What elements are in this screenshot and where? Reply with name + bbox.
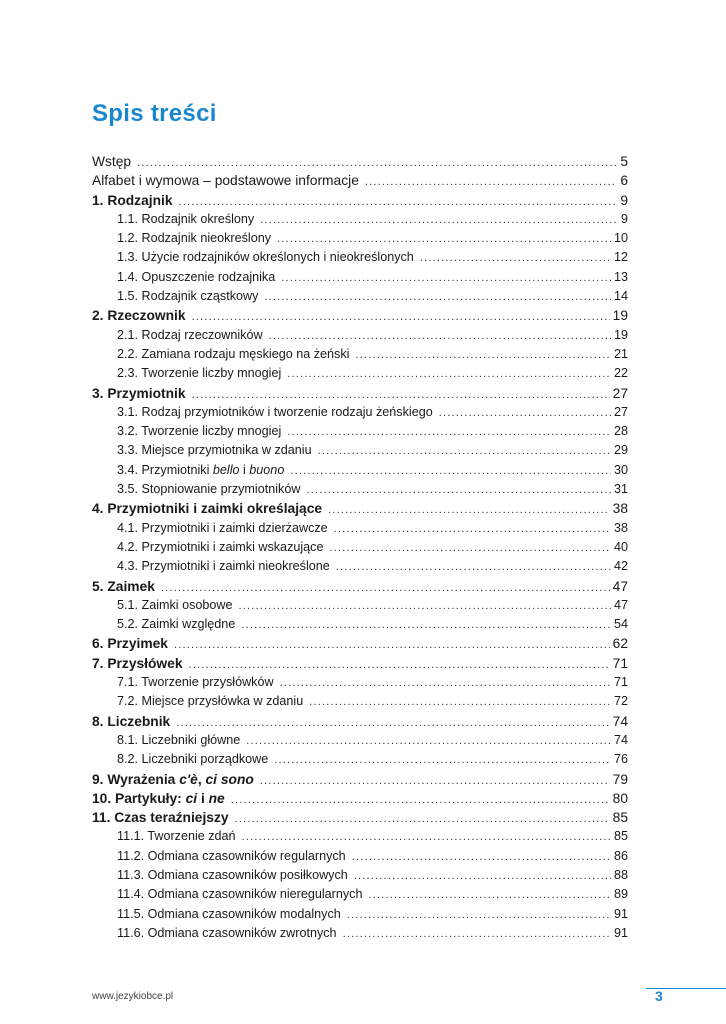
toc-entry[interactable] xyxy=(92,885,628,904)
toc-entry[interactable] xyxy=(92,596,628,615)
toc-entry-number: 3.4. xyxy=(117,462,139,477)
dot-leader xyxy=(290,462,611,481)
toc-entry-label xyxy=(117,210,254,229)
dot-leader xyxy=(176,714,609,733)
toc-entry[interactable] xyxy=(92,461,628,480)
toc-entry-text: Rzeczownik xyxy=(107,308,186,324)
toc-entry-page: 21 xyxy=(613,346,628,361)
toc-entry-number: 11.4. xyxy=(117,887,145,902)
toc-entry-label xyxy=(92,789,225,808)
toc-entry-text: Alfabet i wymowa – podstawowe informacje xyxy=(92,173,359,189)
dot-leader xyxy=(420,249,611,268)
toc-entry-page: 42 xyxy=(613,559,628,574)
toc-entry-page: 86 xyxy=(613,848,628,863)
toc-entry-text: Przymiotniki i zaimki określające xyxy=(107,501,323,517)
toc-entry-text: Przymiotniki i zaimki nieokreślone xyxy=(141,559,330,574)
toc-entry[interactable] xyxy=(92,866,628,885)
toc-entry-text: Odmiana czasowników zwrotnych xyxy=(147,925,337,940)
toc-entry[interactable] xyxy=(92,422,628,441)
toc-entry-text: Tworzenie zdań xyxy=(147,829,236,844)
toc-entry-text: Wstęp xyxy=(92,154,132,169)
toc-entry-italic-term: ci xyxy=(185,790,198,806)
toc-entry-text: Miejsce przysłówka w zdaniu xyxy=(141,694,304,709)
toc-entry[interactable] xyxy=(92,789,628,808)
toc-entry-number: 3.5. xyxy=(117,482,139,497)
toc-entry-page: 91 xyxy=(613,906,628,921)
dot-leader xyxy=(235,810,610,829)
toc-entry-number: 2.3. xyxy=(117,366,139,381)
toc-entry-label xyxy=(117,924,337,943)
toc-entry-number: 7.1. xyxy=(117,675,139,690)
toc-entry-label xyxy=(117,364,281,383)
toc-entry-text: i xyxy=(239,462,250,477)
toc-entry-label xyxy=(92,191,173,210)
dot-leader xyxy=(260,211,618,230)
dot-leader xyxy=(287,423,611,442)
toc-entry-text: Rodzaj rzeczowników xyxy=(141,327,263,342)
toc-entry-number: 3. xyxy=(92,385,104,401)
toc-entry-label xyxy=(117,287,258,306)
toc-entry-page: 76 xyxy=(613,752,628,767)
toc-entry-page: 72 xyxy=(613,694,628,709)
toc-entry-text: , xyxy=(197,771,206,787)
toc-entry-page: 47 xyxy=(612,578,628,594)
toc-entry-text: Odmiana czasowników modalnych xyxy=(147,906,341,921)
toc-entry-number: 6. xyxy=(92,636,104,652)
toc-entry[interactable] xyxy=(92,538,628,557)
toc-entry-number: 4.1. xyxy=(117,520,139,535)
toc-entry-page: 80 xyxy=(612,790,628,806)
toc-entry-number: 11. xyxy=(92,810,111,826)
toc-entry-number: 3.2. xyxy=(117,424,139,439)
dot-leader xyxy=(439,404,611,423)
toc-entry-text: Przyimek xyxy=(107,636,168,652)
toc-entry-label xyxy=(117,268,275,287)
toc-entry-label xyxy=(117,731,240,750)
dot-leader xyxy=(343,925,611,944)
toc-entry-page: 5 xyxy=(620,154,628,169)
toc-entry-page: 19 xyxy=(613,327,628,342)
toc-entry-italic-term: ci sono xyxy=(205,771,254,787)
toc-entry-number: 1.3. xyxy=(117,250,139,265)
toc-entry-label xyxy=(117,480,300,499)
toc-entry-number: 5.1. xyxy=(117,597,139,612)
dot-leader xyxy=(287,365,611,384)
toc-entry-label xyxy=(117,827,236,846)
toc-entry-page: 47 xyxy=(613,597,628,612)
footer-page-number: 3 xyxy=(655,988,663,1004)
toc-entry-text: Tworzenie liczby mnogiej xyxy=(141,424,282,439)
toc-entry-label xyxy=(117,519,328,538)
toc-entry-number: 9. xyxy=(92,771,104,787)
toc-entry-text: Rodzaj przymiotników i tworzenie rodzaju żeńskiego xyxy=(141,404,433,419)
toc-entry-label xyxy=(117,441,312,460)
toc-entry[interactable] xyxy=(92,808,628,827)
dot-leader xyxy=(174,636,610,655)
toc-entry-number: 1.2. xyxy=(117,231,139,246)
toc-entry-page: 14 xyxy=(613,289,628,304)
toc-entry-text: Przysłówek xyxy=(107,655,183,671)
dot-leader xyxy=(336,558,611,577)
toc-entry-label xyxy=(92,634,168,653)
toc-entry-text: Przymiotniki i zaimki dzierżawcze xyxy=(141,520,328,535)
toc-entry[interactable] xyxy=(92,905,628,924)
toc-entry-text: Przymiotniki i zaimki wskazujące xyxy=(141,539,324,554)
toc-entry-number: 8. xyxy=(92,713,104,729)
toc-entry-text: Zaimki względne xyxy=(141,617,236,632)
toc-entry-label xyxy=(117,750,268,769)
dot-leader xyxy=(280,674,611,693)
toc-entry[interactable] xyxy=(92,673,628,692)
toc-entry-label xyxy=(117,538,323,557)
toc-entry[interactable] xyxy=(92,191,628,210)
toc-entry-number: 1. xyxy=(92,192,104,208)
toc-entry-number: 2.2. xyxy=(117,346,139,361)
toc-entry-page: 12 xyxy=(613,250,628,265)
dot-leader xyxy=(241,616,611,635)
dot-leader xyxy=(242,828,611,847)
toc-entry-page: 27 xyxy=(612,385,628,401)
toc-entry-text: Zamiana rodzaju męskiego na żeński xyxy=(141,346,350,361)
toc-entry-text: Tworzenie przysłówków xyxy=(141,675,274,690)
dot-leader xyxy=(264,288,611,307)
toc-entry-text: Opuszczenie rodzajnika xyxy=(141,269,276,284)
toc-entry-label xyxy=(117,673,274,692)
toc-entry-label xyxy=(117,345,349,364)
toc-entry-number: 3.1. xyxy=(117,404,139,419)
table-of-contents xyxy=(92,152,628,943)
toc-entry[interactable] xyxy=(92,577,628,596)
toc-entry[interactable] xyxy=(92,326,628,345)
toc-entry-page: 28 xyxy=(613,424,628,439)
toc-entry[interactable] xyxy=(92,345,628,364)
toc-entry-text: Rodzajnik nieokreślony xyxy=(141,231,272,246)
toc-entry-page: 6 xyxy=(620,173,628,189)
toc-entry-label xyxy=(117,461,284,480)
toc-entry-page: 22 xyxy=(613,366,628,381)
dot-leader xyxy=(274,751,611,770)
toc-entry-label xyxy=(117,422,281,441)
toc-entry-text: Przymiotniki xyxy=(141,462,213,477)
toc-entry-italic-term: ne xyxy=(208,790,225,806)
toc-entry-label xyxy=(117,615,235,634)
toc-entry-text: Rodzajnik określony xyxy=(141,211,255,226)
toc-entry[interactable] xyxy=(92,384,628,403)
toc-entry-number: 11.3. xyxy=(117,867,145,882)
toc-entry-label xyxy=(92,384,186,403)
toc-entry-number: 7. xyxy=(92,655,104,671)
toc-entry[interactable] xyxy=(92,441,628,460)
toc-entry-number: 2.1. xyxy=(117,327,139,342)
toc-entry-page: 79 xyxy=(612,771,628,787)
toc-entry-number: 2. xyxy=(92,308,104,324)
toc-entry-number: 3.3. xyxy=(117,443,139,458)
dot-leader xyxy=(334,520,611,539)
toc-entry-number: 11.2. xyxy=(117,848,145,863)
toc-entry-number: 5. xyxy=(92,578,104,594)
toc-entry[interactable] xyxy=(92,557,628,576)
toc-entry-label xyxy=(117,557,330,576)
toc-entry[interactable] xyxy=(92,634,628,653)
toc-entry[interactable] xyxy=(92,306,628,325)
toc-entry[interactable] xyxy=(92,750,628,769)
toc-entry-text: Stopniowanie przymiotników xyxy=(141,482,301,497)
toc-entry-label xyxy=(92,770,254,789)
dot-leader xyxy=(352,848,611,867)
dot-leader xyxy=(318,442,611,461)
toc-entry-page: 74 xyxy=(612,713,628,729)
toc-entry-text: Liczebnik xyxy=(107,713,171,729)
toc-entry-label xyxy=(117,692,303,711)
dot-leader xyxy=(260,772,610,791)
toc-entry-page: 27 xyxy=(613,404,628,419)
toc-entry-text: Czas teraźniejszy xyxy=(114,810,229,826)
toc-entry-page: 54 xyxy=(613,617,628,632)
toc-entry-page: 13 xyxy=(613,269,628,284)
toc-entry-number: 4.2. xyxy=(117,539,139,554)
toc-entry[interactable] xyxy=(92,615,628,634)
toc-entry-page: 88 xyxy=(613,867,628,882)
toc-entry-page: 38 xyxy=(613,520,628,535)
dot-leader xyxy=(277,230,611,249)
toc-entry-label xyxy=(92,499,322,518)
toc-entry-label xyxy=(92,306,186,325)
toc-entry[interactable] xyxy=(92,654,628,673)
dot-leader xyxy=(347,906,611,925)
toc-entry[interactable] xyxy=(92,692,628,711)
toc-entry-text: Rodzajnik cząstkowy xyxy=(141,289,259,304)
dot-leader xyxy=(365,173,617,192)
toc-entry[interactable] xyxy=(92,403,628,422)
toc-entry-number: 7.2. xyxy=(117,694,139,709)
toc-entry-page: 85 xyxy=(612,810,628,826)
toc-entry-text: Liczebniki główne xyxy=(141,732,241,747)
dot-leader xyxy=(231,791,610,810)
dot-leader xyxy=(309,693,611,712)
toc-entry-text: Liczebniki porządkowe xyxy=(141,752,269,767)
toc-entry-label xyxy=(92,712,170,731)
dot-leader xyxy=(269,327,611,346)
toc-entry-number: 11.1. xyxy=(117,829,145,844)
dot-leader xyxy=(355,346,611,365)
toc-entry[interactable] xyxy=(92,847,628,866)
toc-entry-text: Zaimek xyxy=(107,578,155,594)
toc-entry-label xyxy=(117,596,233,615)
dot-leader xyxy=(281,269,611,288)
toc-entry-text: Rodzajnik xyxy=(107,192,173,208)
toc-entry-italic-term: bello xyxy=(212,462,240,477)
toc-entry-italic-term: buono xyxy=(249,462,285,477)
toc-entry-number: 11.5. xyxy=(117,906,145,921)
toc-entry-page: 91 xyxy=(613,925,628,940)
toc-entry-label xyxy=(92,171,359,190)
toc-entry-number: 4.3. xyxy=(117,559,139,574)
toc-entry[interactable] xyxy=(92,210,628,229)
toc-entry-label xyxy=(117,885,362,904)
toc-entry[interactable] xyxy=(92,268,628,287)
toc-entry-number: 8.2. xyxy=(117,752,139,767)
toc-entry-text: Odmiana czasowników regularnych xyxy=(147,848,346,863)
toc-entry[interactable] xyxy=(92,499,628,518)
toc-entry-page: 62 xyxy=(612,636,628,652)
dot-leader xyxy=(329,539,611,558)
toc-entry-page: 10 xyxy=(613,231,628,246)
dot-leader xyxy=(306,481,611,500)
toc-entry-text: Odmiana czasowników nieregularnych xyxy=(147,887,363,902)
toc-entry-text: Zaimki osobowe xyxy=(141,597,233,612)
toc-entry-label xyxy=(117,866,348,885)
toc-entry[interactable] xyxy=(92,287,628,306)
toc-entry[interactable] xyxy=(92,712,628,731)
toc-entry[interactable] xyxy=(92,229,628,248)
toc-entry-page: 74 xyxy=(613,732,628,747)
toc-entry-text: Odmiana czasowników posiłkowych xyxy=(147,867,348,882)
toc-entry-italic-term: c'è xyxy=(179,771,198,787)
toc-entry-number: 5.2. xyxy=(117,617,139,632)
toc-entry-label xyxy=(92,577,155,596)
toc-entry-number: 1.1. xyxy=(117,211,139,226)
toc-entry[interactable] xyxy=(92,519,628,538)
toc-entry-label xyxy=(117,248,414,267)
toc-entry-text: Tworzenie liczby mnogiej xyxy=(141,366,282,381)
toc-entry[interactable] xyxy=(92,171,628,190)
toc-entry-label xyxy=(92,152,131,171)
toc-entry[interactable] xyxy=(92,248,628,267)
toc-entry[interactable] xyxy=(92,827,628,846)
toc-entry-page: 40 xyxy=(613,539,628,554)
toc-entry-page: 89 xyxy=(613,887,628,902)
page-title: Spis treści xyxy=(92,100,217,127)
toc-entry[interactable] xyxy=(92,152,628,171)
toc-entry[interactable] xyxy=(92,364,628,383)
dot-leader xyxy=(368,886,611,905)
toc-entry-page: 71 xyxy=(613,675,628,690)
toc-entry-number: 1.5. xyxy=(117,289,139,304)
toc-entry-page: 85 xyxy=(613,829,628,844)
dot-leader xyxy=(354,867,611,886)
dot-leader xyxy=(239,597,611,616)
toc-entry[interactable] xyxy=(92,731,628,750)
toc-entry-page: 9 xyxy=(620,211,628,226)
footer-url[interactable]: www.jezykiobce.pl xyxy=(92,991,174,1002)
toc-entry[interactable] xyxy=(92,924,628,943)
toc-entry-label xyxy=(117,326,263,345)
toc-entry-text: Użycie rodzajników określonych i nieokreślonych xyxy=(141,250,414,265)
toc-entry-page: 38 xyxy=(612,501,628,517)
toc-entry-label xyxy=(92,654,183,673)
toc-entry-text: Wyrażenia xyxy=(107,771,180,787)
toc-entry-label xyxy=(92,808,229,827)
toc-entry[interactable] xyxy=(92,770,628,789)
toc-entry-page: 19 xyxy=(612,308,628,324)
dot-leader xyxy=(246,732,611,751)
toc-entry-number: 10. xyxy=(92,790,112,806)
toc-entry-page: 31 xyxy=(613,482,628,497)
toc-entry-text: i xyxy=(197,790,209,806)
toc-entry-page: 71 xyxy=(612,655,628,671)
toc-entry[interactable] xyxy=(92,480,628,499)
toc-entry-number: 4. xyxy=(92,501,104,517)
toc-entry-label xyxy=(117,229,271,248)
toc-entry-label xyxy=(117,905,341,924)
toc-entry-page: 30 xyxy=(613,462,628,477)
toc-entry-number: 11.6. xyxy=(117,925,145,940)
toc-entry-label xyxy=(117,847,346,866)
toc-entry-page: 9 xyxy=(620,192,628,208)
toc-entry-page: 29 xyxy=(613,443,628,458)
dot-leader xyxy=(328,501,610,520)
toc-entry-text: Przymiotnik xyxy=(107,385,186,401)
toc-entry-text: Partykuły: xyxy=(115,790,186,806)
toc-entry-text: Miejsce przymiotnika w zdaniu xyxy=(141,443,312,458)
toc-entry-number: 8.1. xyxy=(117,732,139,747)
toc-entry-label xyxy=(117,403,433,422)
toc-entry-number: 1.4. xyxy=(117,269,139,284)
